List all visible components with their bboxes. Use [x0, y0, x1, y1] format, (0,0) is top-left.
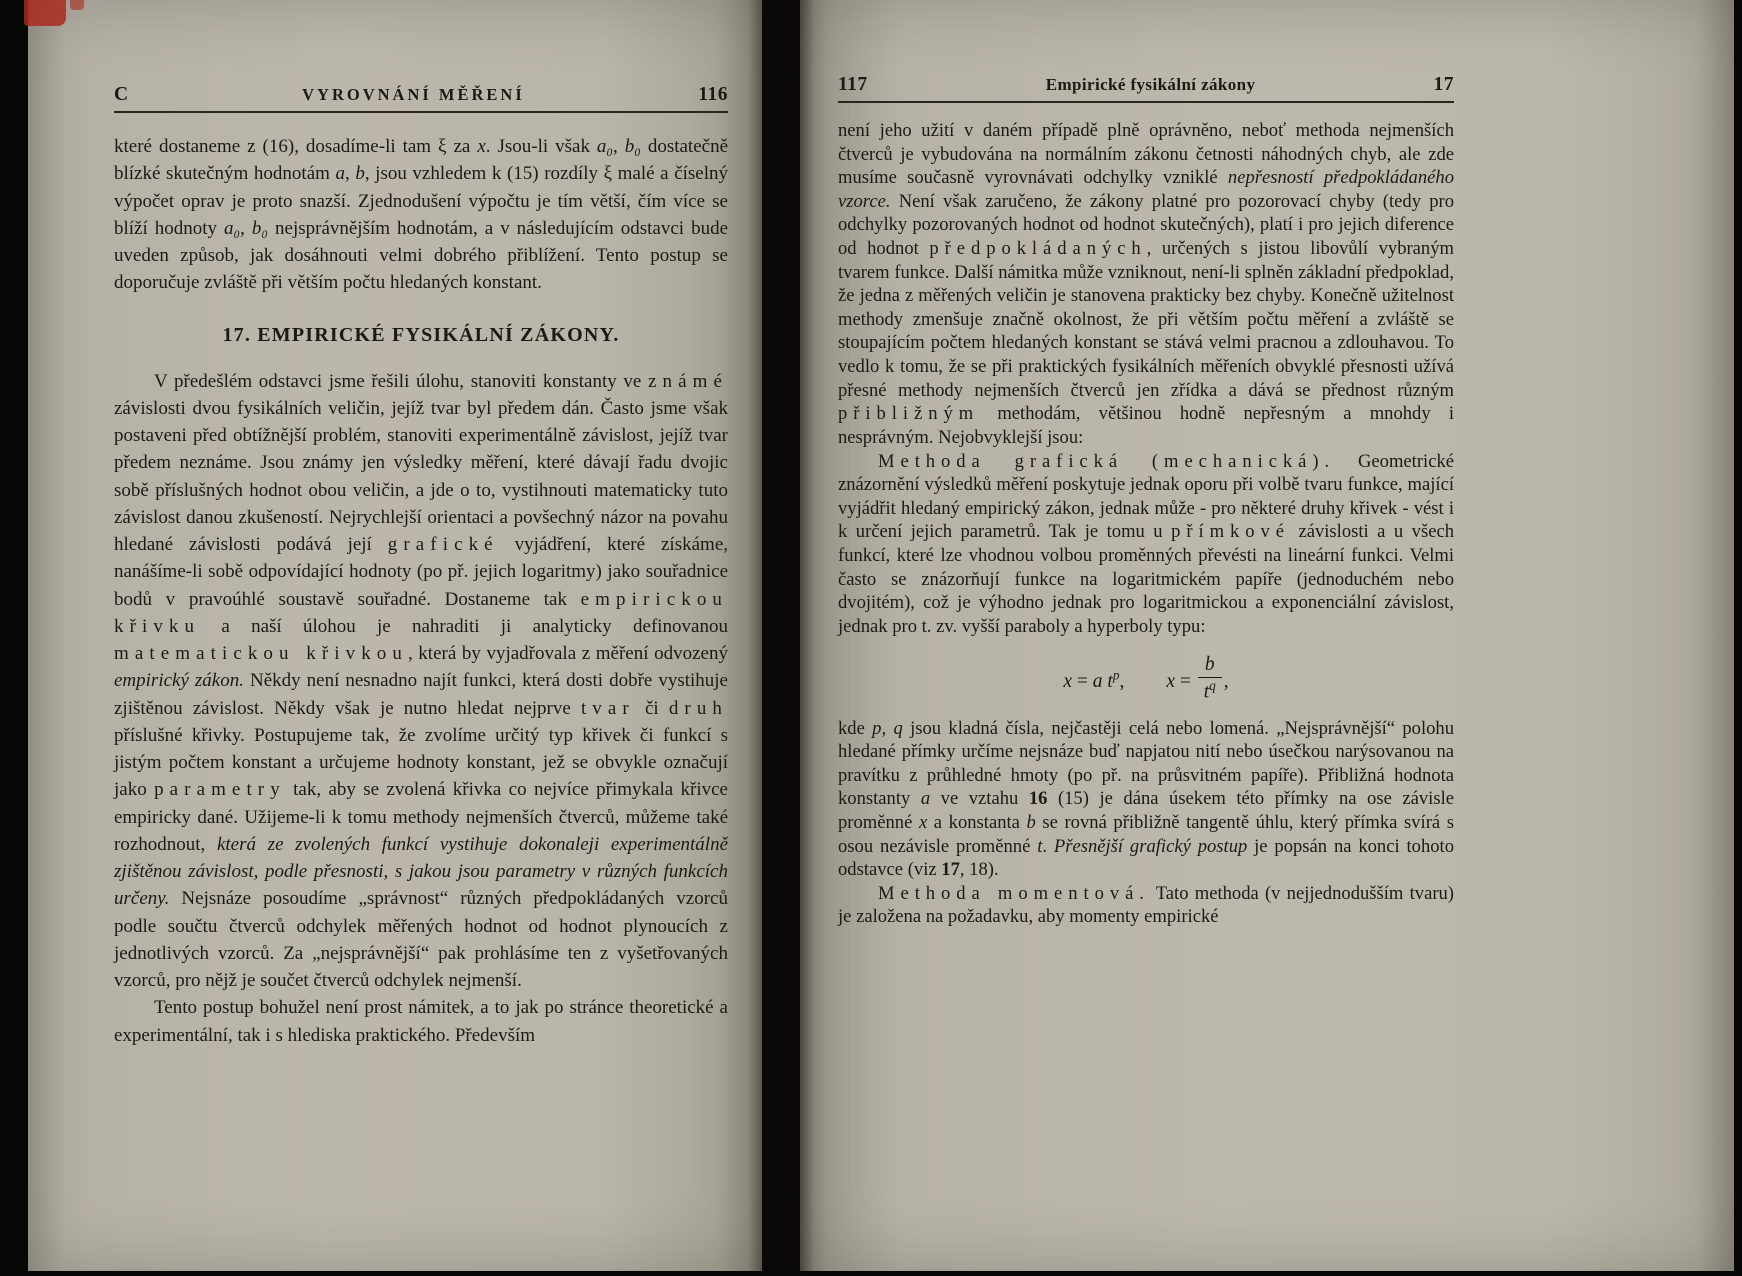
text-run: t — [1037, 835, 1043, 857]
text-run: jsou kladná čísla, nejčastěji celá nebo lomená. „Nejsprávnější“ polohu hledané přímky určíme nejsnáze buď napjatou nití nebo úsečkou narýsovanou na pravítku z průhledné hmoty (po př. na průsvitném papíře). Přibližná hodnota konstanty — [838, 717, 1454, 810]
comma: , — [1119, 671, 1125, 693]
text-run: x — [918, 812, 928, 833]
text-run: které dostaneme z (16), dosadíme-li tam ξ za — [114, 136, 478, 157]
text-run: známé — [648, 370, 728, 392]
coefficient: a t — [1092, 671, 1113, 693]
text-run: x — [477, 136, 486, 157]
text-run: Methoda momentová. — [878, 882, 1150, 904]
left-page-header — [114, 84, 728, 106]
running-title-right: Empirické fysikální zákony — [1045, 75, 1256, 94]
text-run: se rovná přibližně tangentě úhlu, který přímka svírá s osou nezávisle proměnné — [838, 812, 1454, 857]
fraction — [1198, 654, 1222, 703]
text-run: Není však zaručeno, že zákony platné pro pozorovací chyby (tedy pro odchylky pozorovaných hodnot od hodnot skutečných), platí i pro jejich diference od hodnot — [838, 190, 1454, 260]
text-run: příslušné křivky. Postupujeme tak, že zvolíme určitý typ křivek či funkcí s jistým počtem konstant a určujeme hodnoty konstant, jež se obvykle označují jako — [114, 724, 728, 801]
text-run: ve vztahu — [930, 788, 1029, 810]
red-ink-mark-small — [70, 0, 84, 10]
text-run: . Jsou-li však — [485, 136, 597, 157]
text-run: , určených s jistou libovůlí vybraným tvarem funkce. Další námitka může vzniknout, není-li splněn základní předpoklad, že jedna z měřených veličin je stanovena prakticky bez chyby. Konečně užitelnost methody zmenšuje značně okolnost, že při větším počtu měření a zvláště se stoupajícím počtem hledaných konstant se stává velmi pracnou a zdlouhavou. To vedlo k tomu, že se při praktických fysikálních měřeních obvyklé přesnosti užívá přesné methody nejmenších čtverců jen zřídka a dává se přednost různým — [838, 238, 1454, 401]
text-run: nepřesností předpokládaného vzorce. — [838, 167, 1454, 212]
text-run: a₀ — [224, 217, 241, 239]
text-run: empirický zákon. — [114, 670, 244, 692]
var-b: b — [1204, 654, 1215, 676]
text-run: která ze zvolených funkcí vystihuje dokonaleji experimentálně zjištěnou závislost, podle přesnosti, s jakou jsou parametry v různých funkcích určeny. — [114, 833, 729, 910]
text-run: závislosti a u všech funkcí, které lze vhodnou volbou proměnných převésti na lineární funkci. Velmi často se znázorňují funkce na logaritmickém papíře (jednoduchém nebo dvojitém), což je výhodno jednak pro logaritmickou a exponenciální závislost, jednak pro t. zv. vyšší paraboly a hyperboly typu: — [838, 521, 1455, 637]
running-title-left: VYROVNÁNÍ MĚŘENÍ — [302, 85, 525, 104]
exponent-q — [1209, 678, 1216, 693]
text-run: Geometrické znázornění výsledků měření poskytuje jednak oporu při volbě tvaru funkce, mající vyjádřit hledaný empirický zákon, jednak může - pro některé druhy křivek - vést i k určení jejich parametrů. Tak je tomu u — [838, 450, 1454, 543]
paragraph — [114, 368, 728, 995]
equals-sign: = — [1174, 671, 1196, 693]
chapter-letter: C — [114, 84, 129, 105]
text-run: b — [1026, 812, 1036, 833]
paragraph — [838, 450, 1454, 639]
header-rule-left — [114, 111, 728, 113]
text-run: a — [335, 163, 345, 185]
exponent-q-char: q — [1209, 678, 1216, 694]
left-page-content — [114, 84, 728, 1049]
text-run: , — [613, 136, 625, 157]
paragraph — [114, 994, 728, 1049]
text-run: a₀ — [596, 136, 614, 157]
equals-sign: = — [1072, 671, 1093, 693]
text-run: tvar — [580, 697, 635, 719]
text-run: , — [240, 217, 252, 239]
text-run: dostatečně blízké skutečným hodnotám — [114, 136, 729, 185]
text-run: a — [920, 788, 931, 810]
text-run: nejsprávnějším hodnotám, a v následujícím odstavci bude uveden způsob, jak dosáhnouti velmi dobrého přiblížení. Tento postup se doporučuje zvláště při větším počtu hledaných konstant. — [114, 217, 729, 294]
text-run: Někdy není nesnadno najít funkci, která dosti dobře vystihuje zjištěnou závislost. Někdy však je nutno hledat nejprve — [114, 670, 728, 719]
text-run: b — [355, 163, 365, 185]
right-page-content — [838, 74, 1454, 929]
text-run: vyjádření, které získáme, nanášíme-li sobě odpovídající hodnoty (po př. jejich logaritmy) jako souřadnice bodů v pravoúhlé soustavě souřadné. Dostaneme tak — [114, 534, 728, 610]
left-page — [28, 0, 762, 1271]
fraction-numerator — [1198, 654, 1222, 678]
text-run: Nejsnáze posoudíme „správnost“ různých předpokládaných vzorců podle součtu čtverců odchylek měřených hodnot od hodnot plynoucích z jednotlivých vzorců. Za „nejsprávnější“ pak prohlásíme ten z vyšetřovaných vzorců, pro nějž je součet čtverců odchylek nejmenší. — [114, 888, 728, 991]
fraction-denominator — [1198, 678, 1222, 703]
text-run: Tato methoda (v nejjednodušším tvaru) je založena na požadavku, aby momenty empirické — [838, 882, 1454, 928]
text-run: matematickou křivkou — [114, 643, 408, 664]
text-run: předpokládaných — [929, 238, 1147, 260]
text-run: a naší úlohou je nahraditi ji analyticky definovanou — [200, 615, 728, 637]
text-run: není jeho užití v daném případě plně oprávněno, neboť methoda nejmenších čtverců je vybudována na normálním zákonu četnosti náhodných chyb, ale zde musíme současně vyrovnávati odchylky vzniklé — [838, 120, 1454, 189]
text-run: kde — [838, 717, 873, 739]
formula-eq2 — [1166, 654, 1229, 703]
text-run: , která by vyjadřovala z měření odvozený — [407, 643, 728, 664]
text-run: závislosti dvou fysikálních veličin, jejíž tvar byl předem dán. Často jsme však postaveni před obtížnější problém, stanoviti experimentálně závislost, jejíž tvar předem neznáme. Jsou známy jen výsledky měření, které dávají řadu dvojic sobě příslušných hodnot obou veličin, a jde o to, vystihnouti matematicky tuto závislost danou zkušeností. Nejrychlejší orientaci a povšechný názor na povahu hledané závislosti podává její — [114, 397, 728, 555]
page-number-left: 116 — [698, 84, 728, 105]
text-run: druh — [668, 697, 728, 719]
text-run: , 18). — [959, 859, 999, 881]
text-run: , jsou vzhledem k (15) rozdíly ξ malé a číselný výpočet oprav je proto snazší. Zjednodušení výpočtu je tím větší, čím více se blíží hodnoty — [114, 163, 729, 239]
formula-eq1 — [1063, 667, 1125, 693]
paragraph — [838, 882, 1454, 929]
paragraph — [838, 717, 1454, 882]
var-x: x — [1166, 671, 1175, 693]
text-run: či — [634, 697, 669, 719]
text-run: Přesnější grafický postup — [1053, 835, 1248, 857]
text-run: je popsán na konci tohoto odstavce (viz — [838, 835, 1455, 881]
text-run: přibližným — [838, 403, 980, 425]
var-t: t — [1203, 681, 1210, 703]
text-run: , — [345, 163, 356, 185]
text-run: p, q — [872, 717, 903, 739]
text-run: empirickou křivku — [114, 588, 728, 637]
text-run: V předešlém odstavci jsme řešili úlohu, stanoviti konstanty ve — [154, 370, 649, 392]
text-run: methodám, většinou hodně nepřesným a mnohdy i nesprávným. Nejobvyklejší jsou: — [838, 403, 1454, 448]
book-gutter — [748, 0, 814, 1276]
header-rule-right — [838, 101, 1454, 103]
text-run: přímkové — [1171, 521, 1290, 543]
comma: , — [1223, 671, 1229, 693]
text-run: 16 — [1028, 788, 1048, 810]
text-run: b₀ — [624, 136, 641, 157]
paragraph — [114, 133, 728, 297]
section-heading: 17. EMPIRICKÉ FYSIKÁLNÍ ZÁKONY. — [222, 323, 620, 346]
text-run: grafické — [387, 534, 499, 555]
text-run: . — [1042, 835, 1054, 857]
text-run: 17 — [941, 859, 960, 881]
paragraph — [838, 119, 1454, 450]
text-run: a konstanta — [927, 812, 1027, 833]
text-run: Methoda grafická (mechanická). — [878, 450, 1336, 472]
text-run: tak, aby se zvolená křivka co nejvíce přimykala křivce empiricky dané. Užijeme-li k tomu methody nejmenších čtverců, můžeme také rozhodnout, — [114, 779, 728, 855]
page-number-right: 117 — [838, 74, 868, 95]
section-number: 17 — [1433, 74, 1454, 95]
formula — [838, 654, 1454, 703]
right-page — [800, 0, 1734, 1271]
text-run: parametry — [154, 779, 286, 801]
exponent-p-char: p — [1112, 667, 1120, 683]
right-page-header — [838, 74, 1454, 96]
text-run: Tento postup bohužel není prost námitek, a to jak po stránce theoretické a experimentální, tak i s hlediska praktického. Především — [114, 997, 728, 1046]
text-run: b₀ — [251, 217, 269, 239]
red-ink-mark — [24, 0, 66, 26]
text-run: (15) je dána úsekem této přímky na ose závisle proměnné — [838, 788, 1454, 833]
var-x: x — [1063, 671, 1073, 693]
